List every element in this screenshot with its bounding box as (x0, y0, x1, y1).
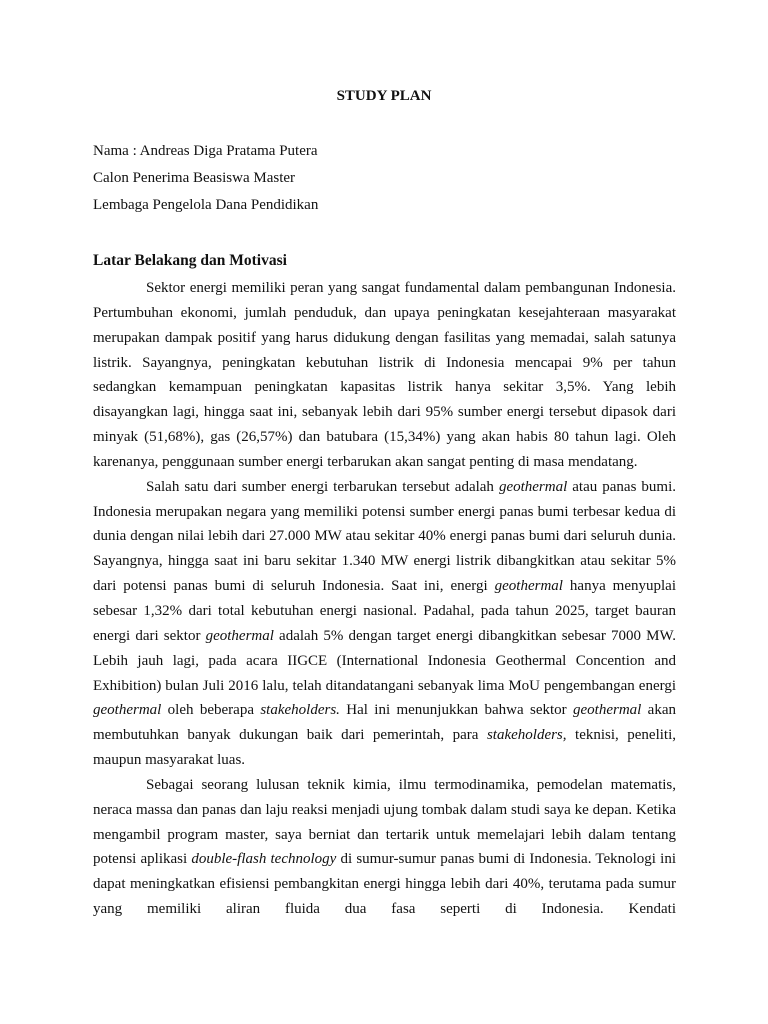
italic-term: geothermal (93, 702, 162, 719)
info-name-line: Nama : Andreas Diga Pratama Putera (93, 143, 318, 159)
paragraph-1 (93, 276, 676, 475)
text-run: Sebagai seorang lulusan teknik kimia, ilmu termodinamika, pemodelan matematis, neraca massa dan panas dan laju reaksi menjadi ujung tombak dalam studi saya ke depan. Ketika mengambil program master, saya berniat dan tertarik untuk memelajari lebih dalam tentang potensi aplikasi (93, 776, 676, 868)
info-institution-line: Lembaga Pengelola Dana Pendidikan (93, 197, 319, 213)
document-title: STUDY PLAN (336, 88, 432, 104)
italic-term: geothermal (498, 478, 568, 495)
italic-term: geothermal (573, 702, 642, 719)
text-run: Salah satu dari sumber energi terbarukan tersebut adalah (146, 478, 499, 495)
body-text (93, 276, 676, 922)
italic-term: geothermal (205, 627, 274, 644)
italic-term: geothermal (494, 578, 563, 595)
italic-term: double-flash technology (191, 851, 337, 868)
text-run: teknisi, peneliti, maupun masyarakat luas. (93, 727, 677, 769)
italic-term: stakeholders. (260, 702, 340, 719)
text-run: hanya menyuplai sebesar 1,32% dari total kebutuhan energi nasional. Padahal, pada tahun 2025, target bauran energi dari sektor (93, 578, 676, 644)
text-run: oleh beberapa (161, 702, 261, 719)
paragraph-3 (93, 773, 676, 922)
text-run: di sumur-sumur panas bumi di Indonesia. Teknologi ini dapat meningkatkan efisiensi pembangkitan energi hingga lebih dari 40%, terutama pada sumur yang memiliki aliran fluida dua fasa seperti di Indonesia. Kendati (93, 851, 676, 918)
text-run: Hal ini menunjukkan bahwa sektor (339, 702, 573, 719)
text-run: akan membutuhkan banyak dukungan baik dari pemerintah, para (93, 702, 676, 744)
text-run: atau panas bumi. Indonesia merupakan negara yang memiliki potensi sumber energi panas bumi terbesar kedua di dunia dengan nilai lebih dari 27.000 MW atau sekitar 40% energi panas bumi dari seluruh dunia. Sayangnya, hingga saat ini baru sekitar 1.340 MW energi listrik dibangkitkan atau sekitar 5% dari potensi panas bumi di seluruh Indonesia. Saat ini, energi (93, 478, 676, 595)
text-run: Sektor energi memiliki peran yang sangat fundamental dalam pembangunan Indonesia. Pertumbuhan ekonomi, jumlah penduduk, dan upaya peningkatan kesejahteraan masyarakat merupakan dampak positif yang harus didukung dengan fasilitas yang memadai, salah satunya listrik. Sayangnya, peningkatan kebutuhan listrik di Indonesia mencapai 9% per tahun sedangkan kemampuan peningkatan kapasitas listrik hanya sekitar 3,5%. Yang lebih disayangkan lagi, hingga saat ini, sebanyak lebih dari 95% sumber energi tersebut dipasok dari minyak (51,68%), gas (26,57%) dan batubara (15,34%) yang akan habis 80 tahun lagi. Oleh karenanya, penggunaan sumber energi terbarukan akan sangat penting di masa mendatang. (93, 280, 676, 470)
info-applicant-line: Calon Penerima Beasiswa Master (93, 170, 296, 186)
section-heading: Latar Belakang dan Motivasi (93, 252, 287, 269)
italic-term: stakeholders, (486, 727, 567, 744)
paragraph-2 (93, 475, 676, 773)
text-run: adalah 5% dengan target energi dibangkitkan sebesar 7000 MW. Lebih jauh lagi, pada acara IIGCE (International Indonesia Geothermal Concention and Exhibition) bulan Juli 2016 lalu, telah ditandatangani sebanyak lima MoU pengembangan energi (93, 627, 676, 694)
